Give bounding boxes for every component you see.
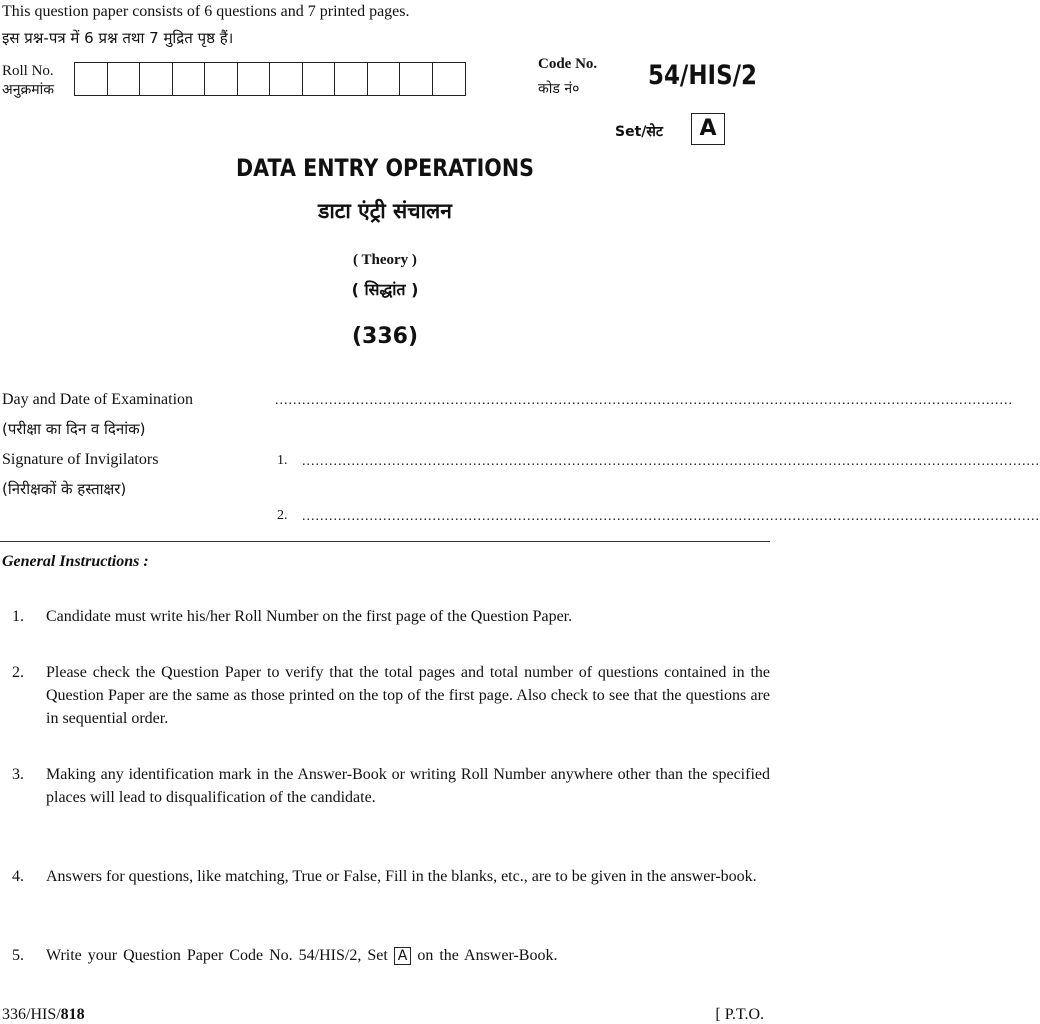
- pages-info-hi: इस प्रश्न-पत्र में 6 प्रश्न तथा 7 मुद्रित पृष्ठ हैं।: [2, 29, 234, 47]
- roll-number-box[interactable]: [140, 63, 173, 95]
- signature-2-field[interactable]: ....................................................................................................................................................................: [302, 509, 1040, 524]
- instruction-text: Candidate must write his/her Roll Number on the first page of the Question Paper.: [46, 608, 573, 625]
- exam-date-field[interactable]: ....................................................................................................................................................................: [275, 393, 1013, 408]
- signature-1-number: 1.: [277, 453, 288, 468]
- footer-code-number: 818: [60, 1006, 85, 1023]
- roll-number-boxes[interactable]: [74, 62, 466, 96]
- instruction-text: Answers for questions, like matching, True or False, Fill in the blanks, etc., are to be given in the answer-book.: [46, 868, 757, 885]
- invigilators-label-en: Signature of Invigilators: [2, 451, 159, 468]
- roll-number-box[interactable]: [173, 63, 206, 95]
- theory-label-en: ( Theory ): [353, 252, 417, 268]
- code-no-label-hi: कोड नं०: [538, 81, 580, 97]
- roll-number-box[interactable]: [400, 63, 433, 95]
- instruction-number: 4.: [12, 868, 24, 885]
- roll-number-box[interactable]: [368, 63, 401, 95]
- invigilators-label-hi: (निरीक्षकों के हस्ताक्षर): [2, 480, 127, 498]
- paper-title-en: DATA ENTRY OPERATIONS: [236, 154, 534, 182]
- pto-label: [ P.T.O.: [715, 1006, 764, 1023]
- roll-number-box[interactable]: [108, 63, 141, 95]
- instruction-number: 5.: [12, 947, 24, 964]
- instruction-text: [46, 944, 770, 967]
- instruction-number: 3.: [12, 766, 24, 783]
- pages-info-en: This question paper consists of 6 questions and 7 printed pages.: [2, 3, 410, 20]
- signature-1-field[interactable]: ....................................................................................................................................................................: [302, 454, 1040, 469]
- code-no-label-en: Code No.: [538, 56, 598, 72]
- paper-title-hi: डाटा एंट्री संचालन: [318, 199, 452, 223]
- instruction-item: [12, 865, 770, 911]
- roll-number-box[interactable]: [303, 63, 336, 95]
- footer-code-prefix: 336/HIS/: [2, 1006, 61, 1023]
- theory-label-hi: ( सिद्धांत ): [351, 280, 419, 299]
- roll-no-label-hi: अनुक्रमांक: [2, 82, 54, 98]
- instructions-heading: General Instructions :: [2, 553, 149, 570]
- instruction-text: Please check the Question Paper to verify that the total pages and total number of questions contained in the Question Paper are the same as those printed on the top of the first page. Also check to see that the questions are in sequential order.: [46, 664, 770, 727]
- roll-number-box[interactable]: [433, 63, 466, 95]
- instruction-number: 2.: [12, 664, 24, 681]
- instruction-item: [12, 661, 770, 731]
- instruction-text: Making any identification mark in the Answer-Book or writing Roll Number anywhere other than the specified places will lead to disqualification of the candidate.: [46, 766, 770, 806]
- set-label: Set/सेट: [615, 124, 663, 140]
- instruction-text-before: Write your Question Paper Code No. 54/HIS/2, Set: [46, 947, 388, 964]
- instruction-number: 1.: [12, 608, 24, 625]
- set-box: A: [691, 113, 725, 145]
- signature-2-number: 2.: [277, 508, 288, 523]
- roll-number-box[interactable]: [270, 63, 303, 95]
- roll-no-label-en: Roll No.: [2, 63, 54, 79]
- instruction-text-after: on the Answer-Book.: [417, 947, 558, 964]
- subject-code: (336): [351, 324, 419, 349]
- roll-number-box[interactable]: [75, 63, 108, 95]
- exam-date-label-en: Day and Date of Examination: [2, 391, 194, 408]
- divider: [0, 541, 770, 542]
- roll-number-box[interactable]: [335, 63, 368, 95]
- roll-number-box[interactable]: [205, 63, 238, 95]
- exam-date-label-hi: (परीक्षा का दिन व दिनांक): [2, 420, 146, 438]
- instruction-item: [12, 944, 770, 967]
- instruction-item: [12, 763, 770, 833]
- roll-number-box[interactable]: [238, 63, 271, 95]
- code-no-value: 54/HIS/2: [648, 60, 757, 91]
- set-inline-box: A: [394, 947, 412, 965]
- instruction-item: [12, 605, 770, 628]
- page-footer-code: [2, 1006, 85, 1024]
